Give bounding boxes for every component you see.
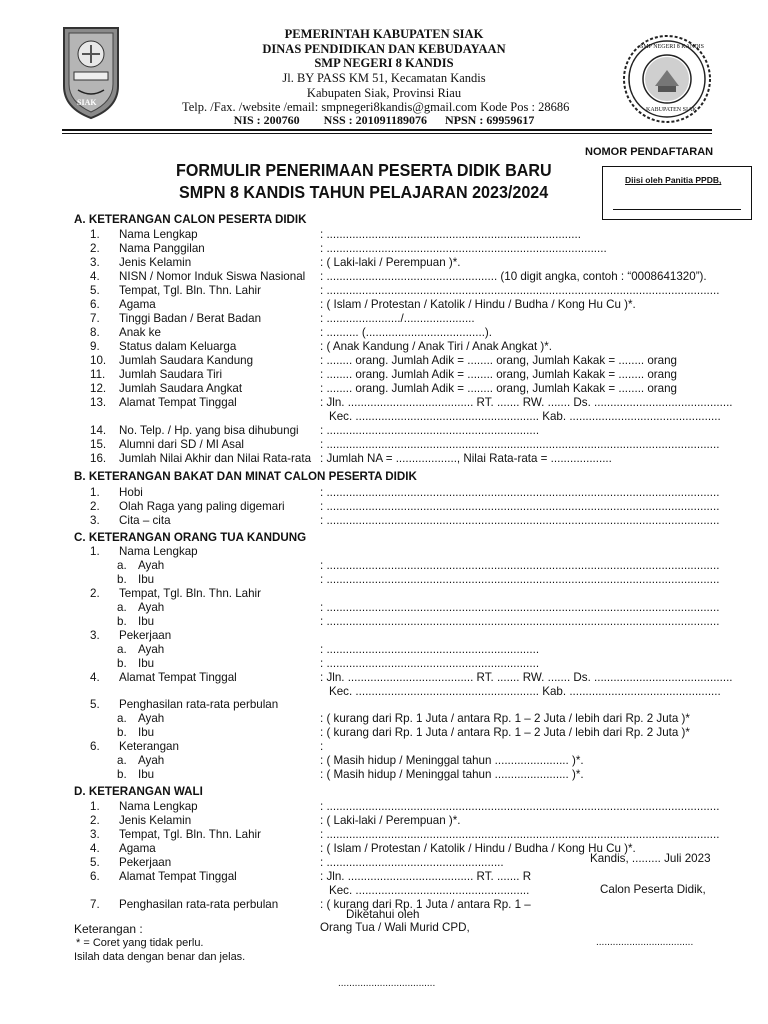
row-label: Alamat Tempat Tinggal (119, 870, 237, 883)
row-number: b. (117, 573, 127, 586)
row-value-field[interactable]: : ( kurang dari Rp. 1 Juta / antara Rp. 1 – 2 Juta / lebih dari Rp. 2 Juta )* (320, 726, 690, 739)
siak-logo-text: SIAK (77, 98, 97, 107)
row-number: 12. (90, 382, 107, 395)
row-label: Jumlah Saudara Tiri (119, 368, 223, 381)
row-value-field[interactable]: : ( Islam / Protestan / Katolik / Hindu / Budha / Kong Hu Cu )*. (320, 842, 636, 855)
row-number: b. (117, 615, 127, 628)
row-label: Olah Raga yang paling digemari (119, 500, 285, 513)
kop-divider (62, 129, 712, 131)
row-label: Ayah (138, 643, 165, 656)
row-label: Status dalam Keluarga (119, 340, 237, 353)
row-value-field[interactable]: : .......................................................................................................................... (320, 438, 720, 451)
row-label: Penghasilan rata-rata perbulan (119, 698, 279, 711)
row-number: 13. (90, 396, 107, 409)
row-number: 3. (90, 514, 100, 527)
row-label: Jumlah Saudara Kandung (119, 354, 254, 367)
row-number: 16. (90, 452, 107, 465)
row-number: 1. (90, 486, 100, 499)
row-number: 5. (90, 284, 100, 297)
row-value-field[interactable]: : ............................................................................... (320, 228, 581, 241)
row-number: 7. (90, 312, 100, 325)
row-label: Tempat, Tgl. Bln. Thn. Lahir (119, 587, 261, 600)
row-value-field[interactable]: : Jln. ....................................... RT. ....... R (320, 870, 532, 883)
row-number: 2. (90, 814, 100, 827)
row-label: Ayah (138, 559, 165, 572)
row-value-field[interactable]: : ( Masih hidup / Meninggal tahun ....................... )*. (320, 754, 584, 767)
kop-line-1: PEMERINTAH KABUPATEN SIAK (284, 27, 484, 41)
row-label: Agama (119, 842, 156, 855)
row-label: Agama (119, 298, 156, 311)
row-value-field[interactable]: : ( kurang dari Rp. 1 Juta / antara Rp. 1 – 2 Juta / lebih dari Rp. 2 Juta )* (320, 712, 690, 725)
kop-line-2: DINAS PENDIDIKAN DAN KEBUDAYAAN (262, 42, 506, 56)
row-value-field[interactable]: : ( Islam / Protestan / Katolik / Hindu / Budha / Kong Hu Cu )*. (320, 298, 636, 311)
signature-line-ortu[interactable]: ................................... (338, 978, 436, 989)
kop-line-5: Kabupaten Siak, Provinsi Riau (306, 86, 462, 100)
row-number: 9. (90, 340, 100, 353)
row-value-field[interactable]: : Jumlah NA = ..................., Nilai Rata-rata = ................... (320, 452, 612, 465)
row-label: Nama Lengkap (119, 800, 198, 813)
row-value-field[interactable]: : Jln. ....................................... RT. ....... RW. ....... Ds. ........................................... (320, 396, 733, 409)
row-value-field[interactable]: : ........ orang. Jumlah Adik = ........ orang, Jumlah Kakak = ........ orang (320, 354, 678, 367)
row-value-field[interactable]: : Jln. ....................................... RT. ....... RW. ....... Ds. ........................................... (320, 671, 733, 684)
row-value-field[interactable]: : .......................................................................................................................... (320, 500, 720, 513)
row-number: 3. (90, 256, 100, 269)
row-value-field[interactable]: : ..................................................... (10 digit angka, contoh : “0008641320”). (320, 270, 707, 283)
row-label: Hobi (119, 486, 143, 499)
section-a-heading: A. KETERANGAN CALON PESERTA DIDIK (74, 213, 307, 226)
row-value-field[interactable]: : ( Laki-laki / Perempuan )*. (320, 814, 461, 827)
row-value-field[interactable]: : .......................................................................................................................... (320, 601, 720, 614)
row-value-field[interactable]: : .......... (.....................................). (320, 326, 492, 339)
row-value-field[interactable]: : ........ orang. Jumlah Adik = ........ orang, Jumlah Kakak = ........ orang (320, 382, 678, 395)
seal-bottom-text: KABUPATEN SIAK (646, 107, 697, 113)
form-title-2: SMPN 8 KANDIS TAHUN PELAJARAN 2023/2024 (179, 182, 549, 202)
row-number: 5. (90, 856, 100, 869)
row-label: Jumlah Nilai Akhir dan Nilai Rata-rata (119, 452, 312, 465)
row-label: Ibu (138, 615, 155, 628)
row-number: 6. (90, 870, 100, 883)
row-number: 6. (90, 740, 100, 753)
row-value-field[interactable]: : ....................................................... (320, 856, 504, 869)
row-number: 3. (90, 828, 100, 841)
title-mask (580, 155, 602, 205)
row-number: 11. (90, 368, 106, 381)
row-value-field[interactable]: : (320, 740, 324, 753)
row-label: Ayah (138, 754, 165, 767)
row-number: 1. (90, 545, 100, 558)
footer-date: Kandis, ......... Juli 2023 (590, 852, 711, 865)
row-number: b. (117, 657, 127, 670)
kop-divider-thin (62, 133, 712, 134)
row-value-field[interactable]: Kec. ...................................................... (329, 884, 530, 897)
row-label: Tinggi Badan / Berat Badan (119, 312, 262, 325)
row-number: 6. (90, 298, 100, 311)
row-number: a. (117, 643, 127, 656)
row-label: Keterangan (119, 740, 179, 753)
row-label: Ibu (138, 768, 155, 781)
row-label: NISN / Nomor Induk Siswa Nasional (119, 270, 306, 283)
registration-label: NOMOR PENDAFTARAN (585, 146, 714, 158)
row-value-field[interactable]: : .......................................................................................................................... (320, 573, 720, 586)
row-label: Penghasilan rata-rata perbulan (119, 898, 279, 911)
row-number: a. (117, 712, 127, 725)
row-number: 5. (90, 698, 100, 711)
kop-line-3: SMP NEGERI 8 KANDIS (314, 56, 454, 70)
row-number: 15. (90, 438, 107, 451)
row-number: a. (117, 601, 127, 614)
footer-keterangan: Keterangan : (74, 922, 143, 936)
row-label: Ibu (138, 726, 155, 739)
row-label: Tempat, Tgl. Bln. Thn. Lahir (119, 284, 261, 297)
row-value-field[interactable]: : .................................................................. (320, 643, 540, 656)
footer-calon: Calon Peserta Didik, (600, 883, 706, 896)
row-label: Ayah (138, 712, 165, 725)
seal-top-text: SMP NEGERI 8 KANDIS (640, 44, 704, 50)
row-value-field[interactable]: : ( Laki-laki / Perempuan )*. (320, 256, 461, 269)
row-value-field[interactable]: : .......................................................................................................................... (320, 284, 720, 297)
row-value-field[interactable]: : ( Anak Kandung / Anak Tiri / Anak Angkat )*. (320, 340, 553, 353)
row-label: Alumni dari SD / MI Asal (119, 438, 244, 451)
row-label: Alamat Tempat Tinggal (119, 671, 237, 684)
row-number: a. (117, 559, 127, 572)
row-value-field[interactable]: : .................................................................. (320, 657, 540, 670)
row-value-field[interactable]: : .......................................................................................................................... (320, 615, 720, 628)
row-number: 2. (90, 587, 100, 600)
form-title-1: FORMULIR PENERIMAAN PESERTA DIDIK BARU (176, 160, 552, 180)
row-number: 7. (90, 898, 100, 911)
section-d-heading: D. KETERANGAN WALI (74, 785, 203, 798)
row-label: Alamat Tempat Tinggal (119, 396, 237, 409)
section-b-heading: B. KETERANGAN BAKAT DAN MINAT CALON PESERTA DIDIK (74, 470, 417, 483)
row-number: 4. (90, 842, 100, 855)
row-value-field[interactable]: : .......................................................................................................................... (320, 514, 720, 527)
row-label: Ibu (138, 573, 155, 586)
row-label: Ibu (138, 657, 155, 670)
registration-note: Diisi oleh Panitia PPDB, (625, 175, 722, 185)
row-number: 10. (90, 354, 107, 367)
footer-ortu: Orang Tua / Wali Murid CPD, (320, 921, 470, 934)
row-value-field[interactable]: : .......................................................................................................................... (320, 559, 720, 572)
row-value-field[interactable]: Kec. ......................................................... Kab. ............................................... (329, 685, 721, 698)
row-number: 4. (90, 671, 100, 684)
row-number: 4. (90, 270, 100, 283)
row-number: 14. (90, 424, 107, 437)
row-label: No. Telp. / Hp. yang bisa dihubungi (119, 424, 299, 437)
row-label: Nama Lengkap (119, 545, 198, 558)
row-number: b. (117, 768, 127, 781)
section-c-heading: C. KETERANGAN ORANG TUA KANDUNG (74, 531, 307, 544)
row-number: 1. (90, 228, 100, 241)
kop-line-4: Jl. BY PASS KM 51, Kecamatan Kandis (282, 71, 486, 85)
row-label: Nama Lengkap (119, 228, 198, 241)
footer-diketahui: Diketahui oleh (346, 908, 420, 921)
row-value-field[interactable]: : ......................./...................... (320, 312, 475, 325)
kop-line-6: Telp. /Fax. /website /email: smpnegeri8kandis@gmail.com Kode Pos : 28686 (182, 100, 570, 114)
row-value-field[interactable]: : ( Masih hidup / Meninggal tahun ....................... )*. (320, 768, 584, 781)
row-value-field[interactable]: : .......................................................................................................................... (320, 828, 720, 841)
row-number: 3. (90, 629, 100, 642)
row-label: Tempat, Tgl. Bln. Thn. Lahir (119, 828, 261, 841)
row-label: Anak ke (119, 326, 161, 339)
row-value-field[interactable]: : ....................................................................................... (320, 242, 607, 255)
row-label: Pekerjaan (119, 856, 172, 869)
row-label: Jumlah Saudara Angkat (119, 382, 243, 395)
row-value-field[interactable]: : .......................................................................................................................... (320, 800, 720, 813)
row-number: b. (117, 726, 127, 739)
row-value-field[interactable]: : ( kurang dari Rp. 1 Juta / antara Rp. 1 – (320, 898, 531, 911)
footer-note-2: Isilah data dengan benar dan jelas. (74, 951, 246, 963)
row-number: 1. (90, 800, 100, 813)
registration-number-line[interactable] (613, 209, 741, 210)
row-value-field[interactable]: Kec. ......................................................... Kab. ............................................... (329, 410, 721, 423)
row-label: Ayah (138, 601, 165, 614)
row-number: 2. (90, 242, 100, 255)
row-label: Nama Panggilan (119, 242, 205, 255)
row-number: 8. (90, 326, 100, 339)
row-number: 2. (90, 500, 100, 513)
row-value-field[interactable]: : .................................................................. (320, 424, 540, 437)
row-label: Cita – cita (119, 514, 171, 527)
registration-box (602, 166, 752, 220)
row-value-field[interactable]: : .......................................................................................................................... (320, 486, 720, 499)
row-number: a. (117, 754, 127, 767)
signature-line-calon[interactable]: ................................... (596, 937, 694, 948)
kop-line-7: NIS : 200760 NSS : 201091189076 NPSN : 69959617 (233, 113, 535, 127)
row-value-field[interactable]: : ........ orang. Jumlah Adik = ........ orang, Jumlah Kakak = ........ orang (320, 368, 678, 381)
row-label: Jenis Kelamin (119, 814, 192, 827)
row-label: Jenis Kelamin (119, 256, 192, 269)
footer-note-1: * = Coret yang tidak perlu. (76, 937, 204, 949)
row-label: Pekerjaan (119, 629, 172, 642)
